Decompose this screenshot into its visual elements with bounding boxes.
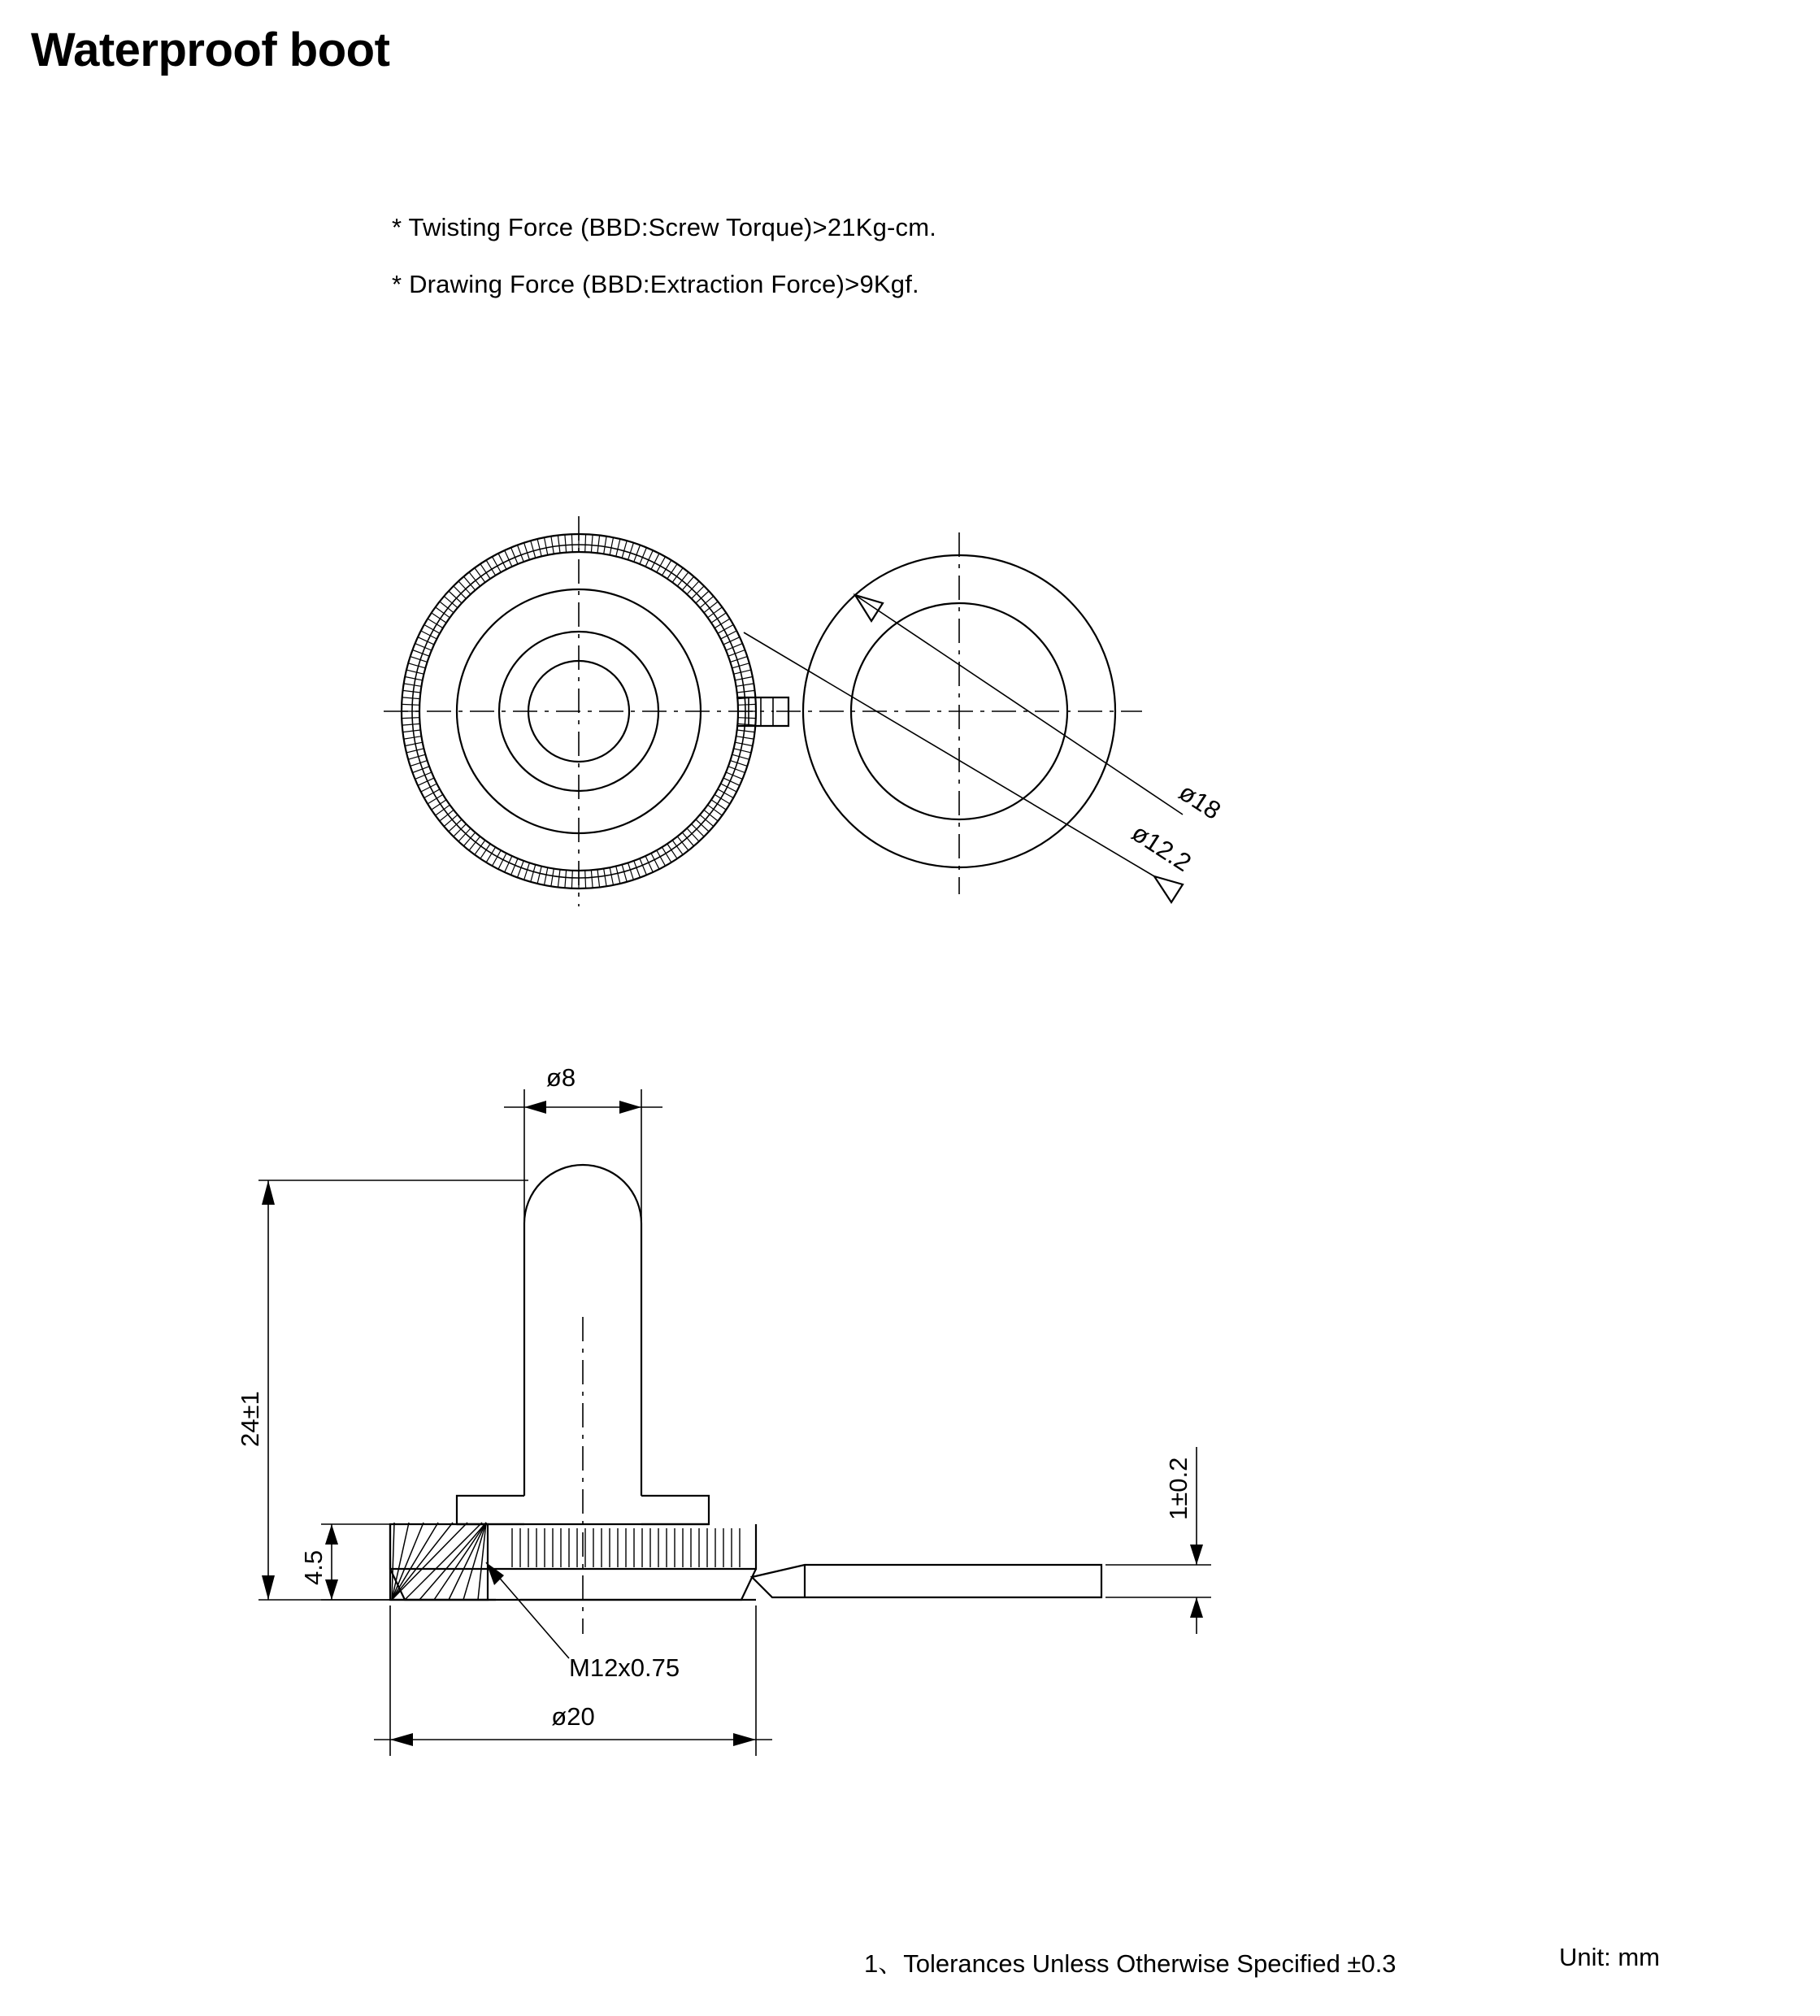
note-drawing-force: * Drawing Force (BBD:Extraction Force)>9Kgf. [392,270,919,298]
dim-label-1pm02: 1±0.2 [1164,1457,1192,1520]
page-title: Waterproof boot [31,24,390,76]
dim-label-45: 4.5 [299,1549,328,1585]
note-twisting-force: * Twisting Force (BBD:Screw Torque)>21Kg-cm. [392,213,937,241]
dim-base-height [299,1524,394,1600]
tolerance-note: 1、Tolerances Unless Otherwise Specified ±0.3 [864,1949,1396,1978]
top-view-dimension-leaders [744,595,1183,902]
top-view-cap-left [384,516,774,906]
dim-flange-thickness [1105,1447,1211,1634]
side-view-body [390,1165,1101,1634]
dim-label-d8: ø8 [545,1063,576,1092]
dim-label-d20: ø20 [551,1702,595,1731]
dim-stem-dia [504,1063,662,1236]
dim-label-d122: ø12.2 [1127,818,1197,878]
dim-label-d18: ø18 [1174,777,1227,825]
dim-label-thread: M12x0.75 [569,1653,680,1682]
top-view-washer-right [776,532,1142,894]
unit-note: Unit: mm [1559,1943,1660,1971]
dim-label-24: 24±1 [236,1391,264,1447]
